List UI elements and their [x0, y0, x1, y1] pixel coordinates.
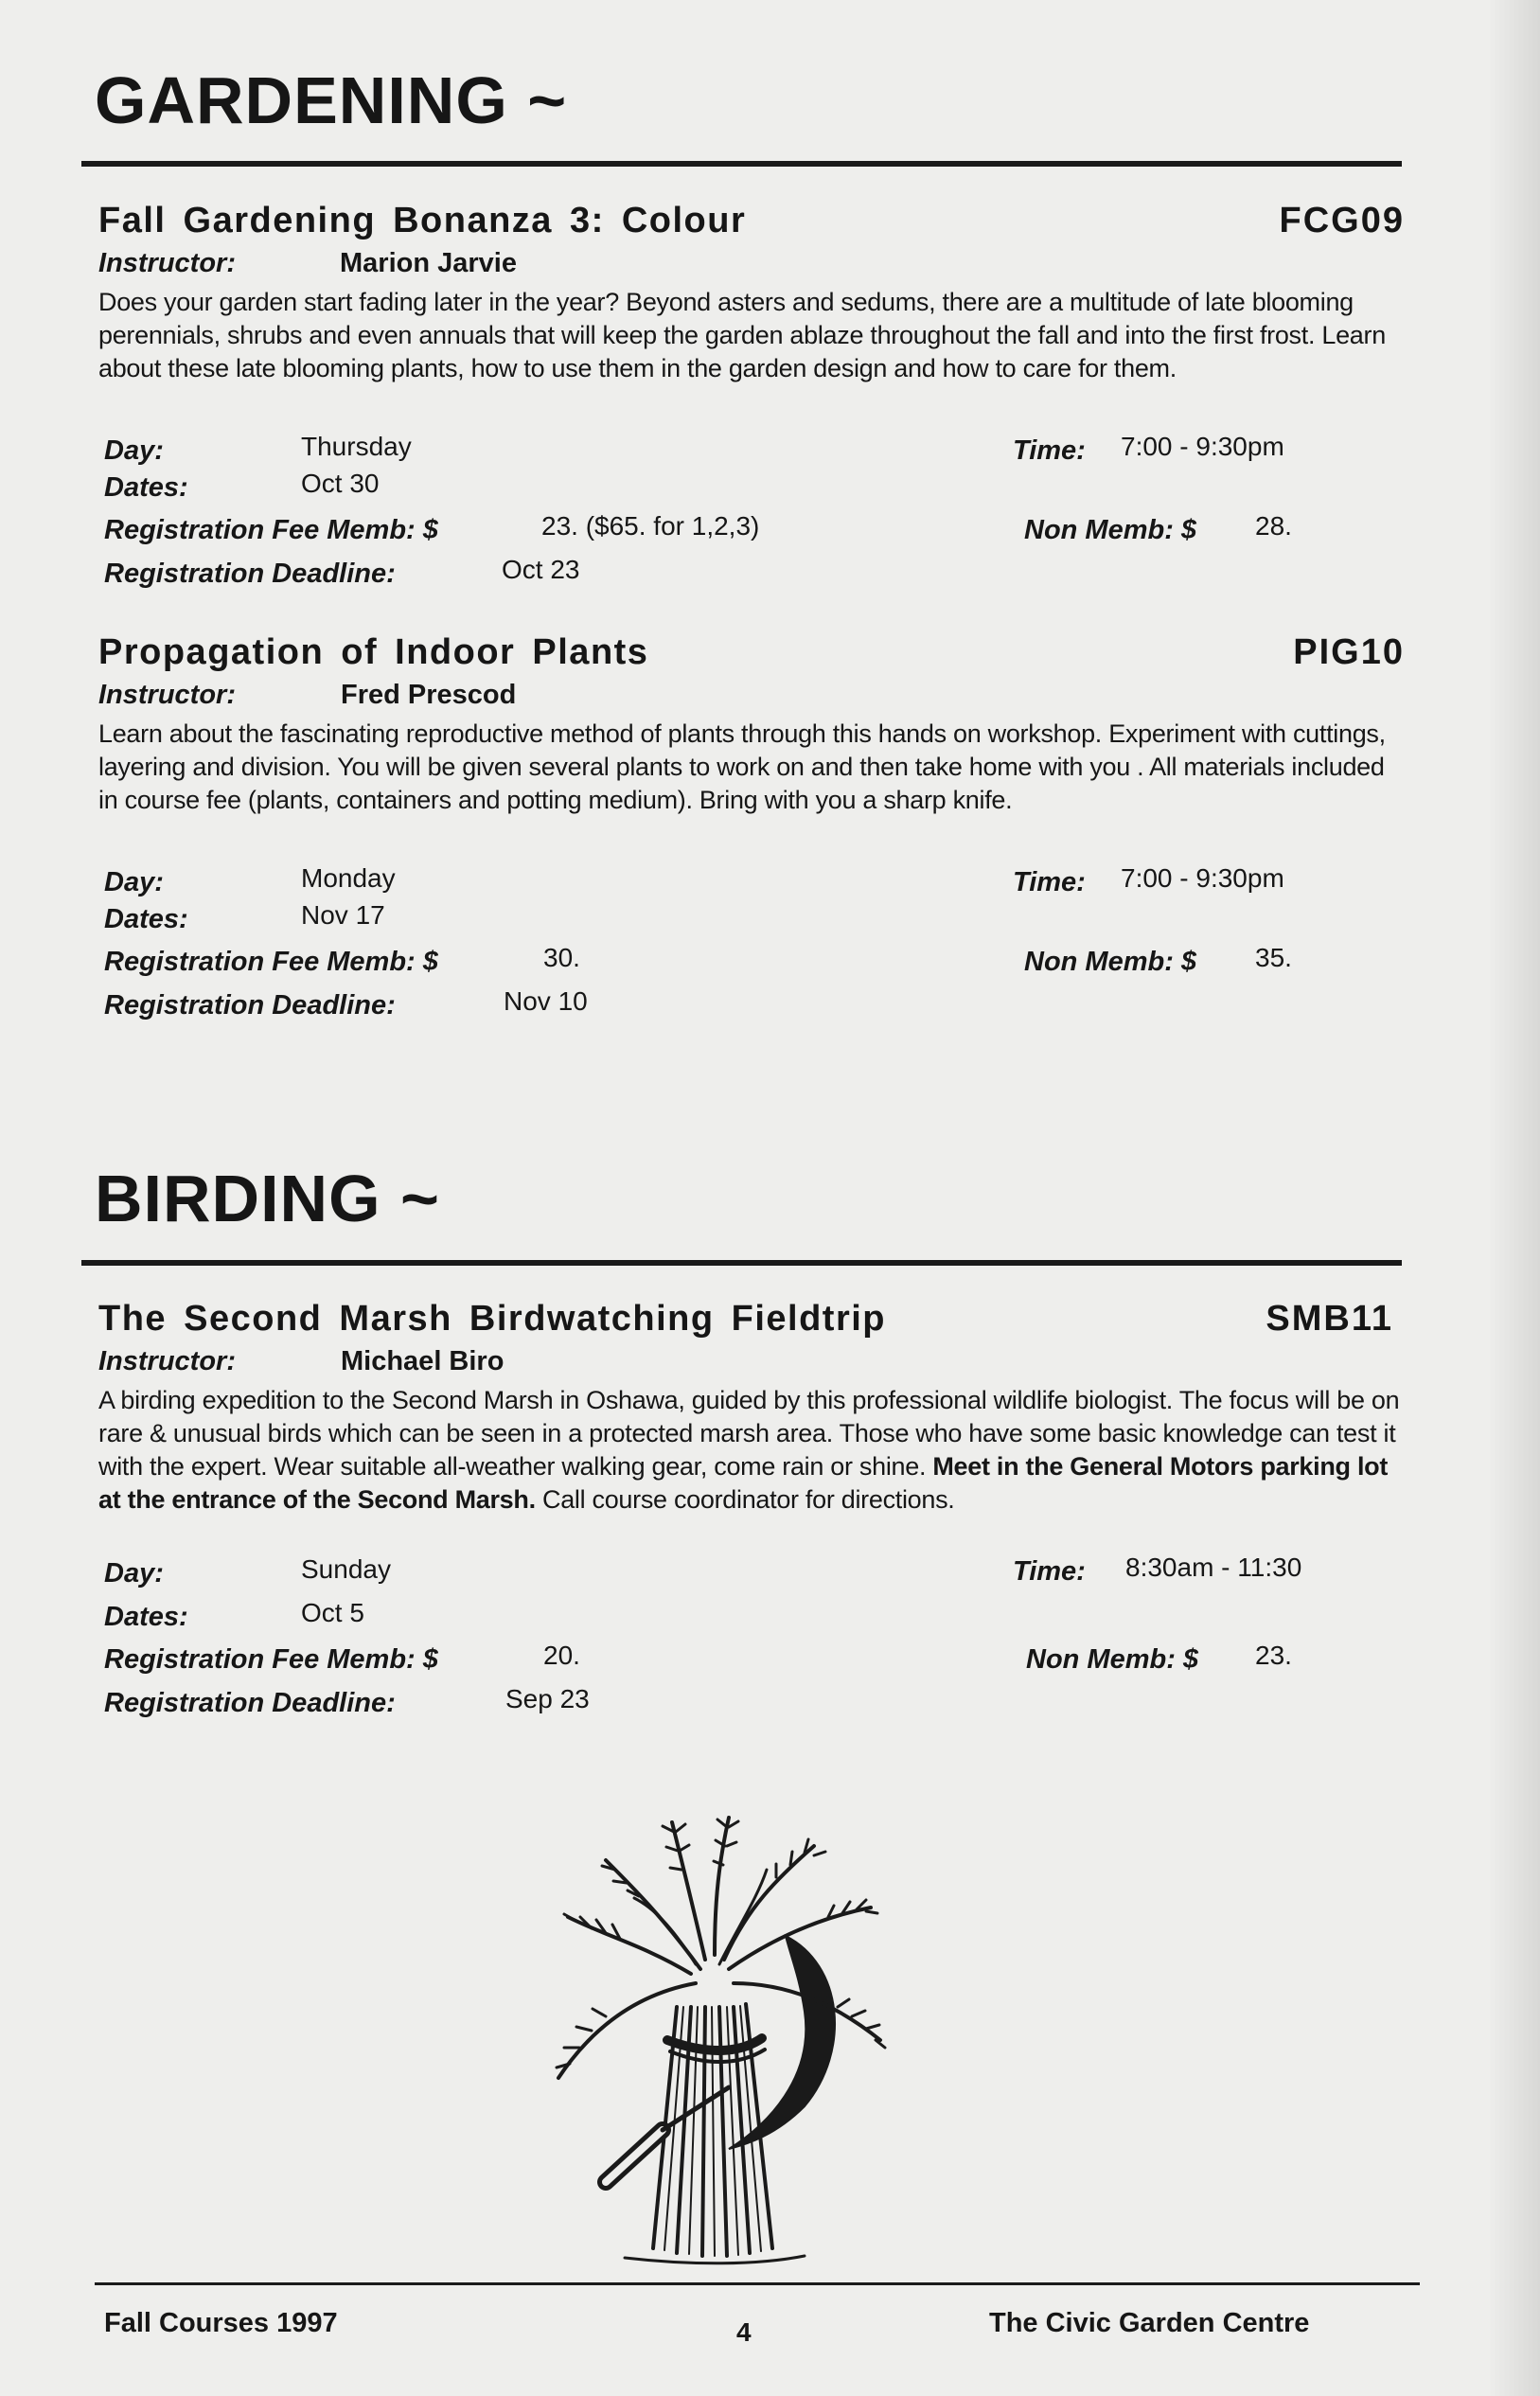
description-meeting-point: Meet in the General Motors parking lot at the entrance of the Second Marsh. [98, 1452, 1389, 1514]
course-description [98, 1384, 1405, 1560]
day-label: Day: [104, 435, 164, 466]
dates-label: Dates: [104, 904, 188, 934]
fee-non-value: 35. [1255, 943, 1292, 972]
day-value: Monday [301, 863, 396, 893]
deadline-value: Oct 23 [502, 555, 580, 584]
course-fcg09 [98, 201, 1405, 604]
description-tail: Call course coordinator for directions. [542, 1485, 955, 1514]
course-code: SMB11 [1266, 1299, 1393, 1339]
day-label: Day: [104, 867, 164, 897]
dates-value: Nov 17 [301, 900, 385, 930]
day-value: Sunday [301, 1554, 391, 1584]
course-title: Propagation of Indoor Plants [98, 632, 649, 672]
page-number: 4 [736, 2317, 752, 2347]
time-value: 8:30am - 11:30 [1125, 1553, 1302, 1582]
time-label: Time: [1013, 435, 1086, 466]
fee-non-label: Non Memb: $ [1024, 947, 1197, 977]
instructor-label: Instructor: [98, 680, 236, 710]
wheat-sheaf-sickle-icon [502, 1803, 928, 2267]
fee-non-value: 28. [1255, 511, 1292, 541]
fee-memb-label: Registration Fee Memb: $ [104, 515, 438, 545]
fee-memb-label: Registration Fee Memb: $ [104, 947, 438, 977]
section-rule-birding [81, 1260, 1402, 1266]
fee-memb-label: Registration Fee Memb: $ [104, 1644, 438, 1675]
instructor-label: Instructor: [98, 1346, 236, 1376]
course-smb11 [98, 1299, 1405, 1738]
course-pig10 [98, 632, 1405, 1036]
fee-non-label: Non Memb: $ [1026, 1644, 1199, 1675]
day-label: Day: [104, 1558, 164, 1588]
course-title: The Second Marsh Birdwatching Fieldtrip [98, 1299, 887, 1339]
deadline-label: Registration Deadline: [104, 990, 396, 1021]
fee-memb-value: 23. ($65. for 1,2,3) [541, 511, 760, 541]
page-spine-shadow [1488, 0, 1540, 2396]
time-value: 7:00 - 9:30pm [1121, 432, 1284, 461]
dates-value: Oct 30 [301, 469, 380, 498]
fee-memb-value: 20. [543, 1641, 580, 1670]
footer-rule [95, 2282, 1420, 2285]
dates-label: Dates: [104, 1602, 188, 1632]
instructor-label: Instructor: [98, 248, 236, 278]
instructor-name: Michael Biro [341, 1346, 504, 1376]
fee-non-value: 23. [1255, 1641, 1292, 1670]
course-description: Learn about the fascinating reproductive method of plants through this hands on workshop. Experiment with cuttings, layering and division. You will be given several plants to work on and then take home with you . All materials included in course fee (plants, containers and potting medium). Bring with you a sharp knife. [98, 719, 1386, 814]
time-label: Time: [1013, 1556, 1086, 1587]
deadline-label: Registration Deadline: [104, 1688, 396, 1718]
section-title-birding: BIRDING ~ [95, 1162, 440, 1235]
fee-non-label: Non Memb: $ [1024, 515, 1197, 545]
footer-left: Fall Courses 1997 [104, 2308, 338, 2338]
time-label: Time: [1013, 867, 1086, 897]
dates-label: Dates: [104, 472, 188, 503]
footer-right: The Civic Garden Centre [989, 2308, 1310, 2338]
section-rule-gardening [81, 161, 1402, 167]
course-code: FCG09 [1279, 201, 1405, 240]
course-code: PIG10 [1293, 632, 1405, 672]
deadline-value: Nov 10 [504, 986, 588, 1016]
deadline-label: Registration Deadline: [104, 559, 396, 589]
description-text: A birding expedition to the Second Marsh in Oshawa, guided by this professional wildlife biologist. The focus will be on rare & unusual birds which can be seen in a protected marsh area. Those who have some basic knowledge can test it with the expert. Wear suitable all-weather walking gear, come rain or shine. [98, 1386, 1400, 1481]
day-value: Thursday [301, 432, 412, 461]
time-value: 7:00 - 9:30pm [1121, 863, 1284, 893]
dates-value: Oct 5 [301, 1598, 364, 1627]
instructor-name: Marion Jarvie [340, 248, 517, 278]
instructor-name: Fred Prescod [341, 680, 517, 710]
section-title-gardening: GARDENING ~ [95, 63, 568, 137]
course-title: Fall Gardening Bonanza 3: Colour [98, 201, 747, 240]
course-description: Does your garden start fading later in the year? Beyond asters and sedums, there are a multitude of late blooming perennials, shrubs and even annuals that will keep the garden ablaze throughout the fall and into the first frost. Learn about these late blooming plants, how to use them in the garden design and how to care for them. [98, 288, 1386, 382]
fee-memb-value: 30. [543, 943, 580, 972]
deadline-value: Sep 23 [505, 1684, 590, 1713]
